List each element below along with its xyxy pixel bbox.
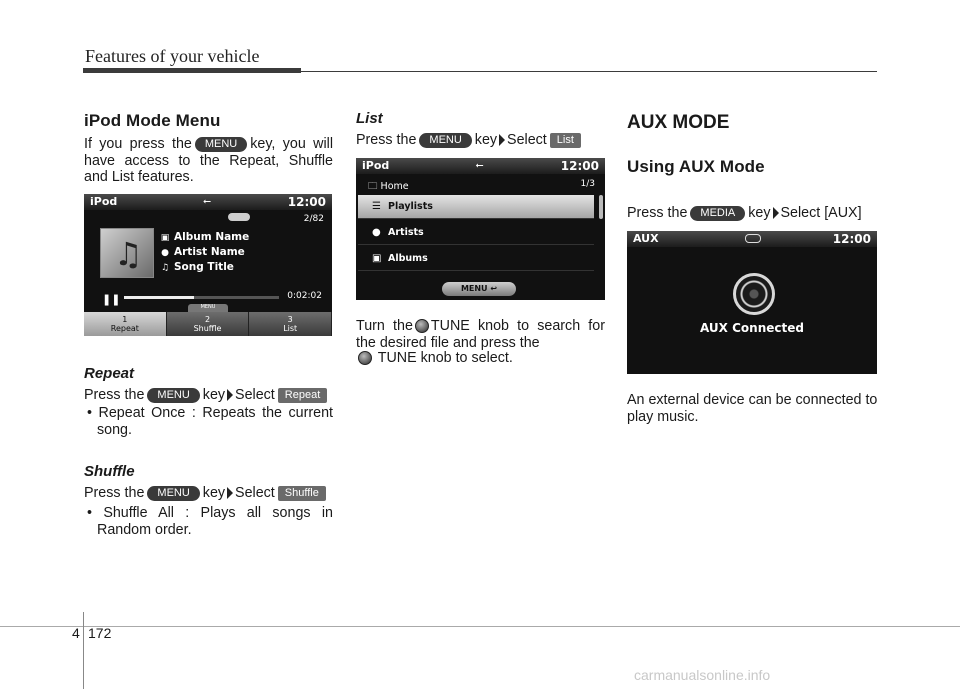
list-item-albums[interactable]: ▣ Albums xyxy=(358,247,594,271)
shuffle-instruction: Press the MENU key Select Shuffle xyxy=(84,485,344,502)
list-page-indicator: 1/3 xyxy=(580,179,595,189)
ipod-list-screen xyxy=(356,158,605,300)
using-aux-mode-heading: Using AUX Mode xyxy=(627,157,765,176)
header-rule-thick xyxy=(83,68,301,73)
tune-knob-select: TUNE knob to select. xyxy=(356,350,605,367)
screen-menu-button[interactable]: MENU ↩ xyxy=(442,282,516,296)
tab-list[interactable]: 3 List xyxy=(249,312,332,336)
list-instruction: Press the MENU key Select List xyxy=(356,132,616,149)
list-item-artists[interactable]: ● Artists xyxy=(358,221,594,245)
aux-description: An external device can be connected to play music. xyxy=(627,392,878,425)
menu-key-chip: MENU xyxy=(419,133,471,148)
menu-key-chip: MENU xyxy=(195,137,247,152)
footer-rule xyxy=(0,626,960,627)
folder-breadcrumb: 🗀 Home xyxy=(368,181,409,192)
aux-instruction: Press the MEDIA key Select [AUX] xyxy=(627,205,862,221)
progress-bar xyxy=(124,296,279,299)
arrow-right-icon xyxy=(499,134,505,146)
tab-shuffle[interactable]: 2 Shuffle xyxy=(167,312,250,336)
play-time: 0:02:02 xyxy=(287,291,322,301)
music-note-icon: ♫ xyxy=(114,235,143,273)
repeat-instruction: Press the MENU key Select Repeat xyxy=(84,387,344,404)
tab-repeat[interactable]: 1 Repeat xyxy=(84,312,167,336)
album-name-row: ▣ Album Name xyxy=(160,231,250,243)
page-number: 172 xyxy=(88,625,112,641)
track-count: 2/82 xyxy=(303,214,324,224)
artist-icon: ● xyxy=(161,248,169,258)
tune-knob-icon xyxy=(358,351,372,365)
folder-icon: 🗀 xyxy=(368,181,378,192)
ipod-now-playing-screen xyxy=(84,194,332,336)
disc-icon xyxy=(733,273,775,315)
aux-clip-icon xyxy=(745,234,761,243)
repeat-title: Repeat xyxy=(84,365,135,382)
list-scrollbar[interactable] xyxy=(599,195,603,219)
aux-status: AUX Connected xyxy=(700,321,804,335)
album-icon: ▣ xyxy=(372,253,382,264)
album-art xyxy=(100,228,154,278)
tune-knob-icon xyxy=(415,319,429,333)
repeat-status-icon xyxy=(228,213,250,221)
page-header-title: Features of your vehicle xyxy=(85,46,260,66)
screen-mode-label: iPod xyxy=(90,195,118,208)
repeat-bullet: • Repeat Once : Repeats the current song. xyxy=(87,405,333,438)
media-key-chip: MEDIA xyxy=(690,206,745,221)
return-icon: ↩ xyxy=(490,284,498,293)
usb-icon: ⭠ xyxy=(475,160,484,171)
list-option-chip: List xyxy=(550,133,581,148)
tune-knob-instruction: Turn the TUNE knob to search for the desired file and press the xyxy=(356,318,605,351)
ipod-mode-menu-heading: iPod Mode Menu xyxy=(84,111,221,130)
screen-clock: 12:00 xyxy=(560,159,599,173)
song-icon: ♫ xyxy=(160,263,170,273)
shuffle-option-chip: Shuffle xyxy=(278,486,326,501)
screen-clock: 12:00 xyxy=(832,232,871,246)
aux-screen xyxy=(627,231,877,374)
chapter-number: 4 xyxy=(72,625,80,641)
shuffle-title: Shuffle xyxy=(84,463,135,480)
pause-icon: ❚❚ xyxy=(102,293,121,306)
list-title: List xyxy=(356,110,383,127)
arrow-right-icon xyxy=(773,207,779,219)
watermark: carmanualsonline.info xyxy=(634,667,771,683)
list-item-playlists[interactable]: ☰ Playlists xyxy=(358,195,594,219)
menu-tab: MENU xyxy=(188,304,228,312)
footer-divider xyxy=(83,612,84,689)
repeat-option-chip: Repeat xyxy=(278,388,327,403)
arrow-right-icon xyxy=(227,389,233,401)
header-rule-thin xyxy=(301,71,877,72)
artist-name-row: ● Artist Name xyxy=(161,246,245,258)
progress-fill xyxy=(124,296,194,299)
menu-key-chip: MENU xyxy=(147,486,199,501)
playlist-icon: ☰ xyxy=(372,201,381,212)
aux-mode-heading: AUX MODE xyxy=(627,112,730,133)
song-title-row: ♫ Song Title xyxy=(160,261,234,273)
usb-icon: ⭠ xyxy=(203,196,212,207)
shuffle-bullet: • Shuffle All : Plays all songs in Random order. xyxy=(87,505,333,538)
ipod-intro-text: If you press the MENU key, you will have access to the Repeat, Shuffle and List features. xyxy=(84,136,333,185)
screen-mode-label: iPod xyxy=(362,159,390,172)
screen-mode-label: AUX xyxy=(633,232,659,245)
ipod-menu-tabs xyxy=(84,312,332,336)
menu-key-chip: MENU xyxy=(147,388,199,403)
screen-clock: 12:00 xyxy=(287,195,326,209)
album-icon: ▣ xyxy=(160,233,170,243)
arrow-right-icon xyxy=(227,487,233,499)
artist-icon: ● xyxy=(372,227,381,238)
